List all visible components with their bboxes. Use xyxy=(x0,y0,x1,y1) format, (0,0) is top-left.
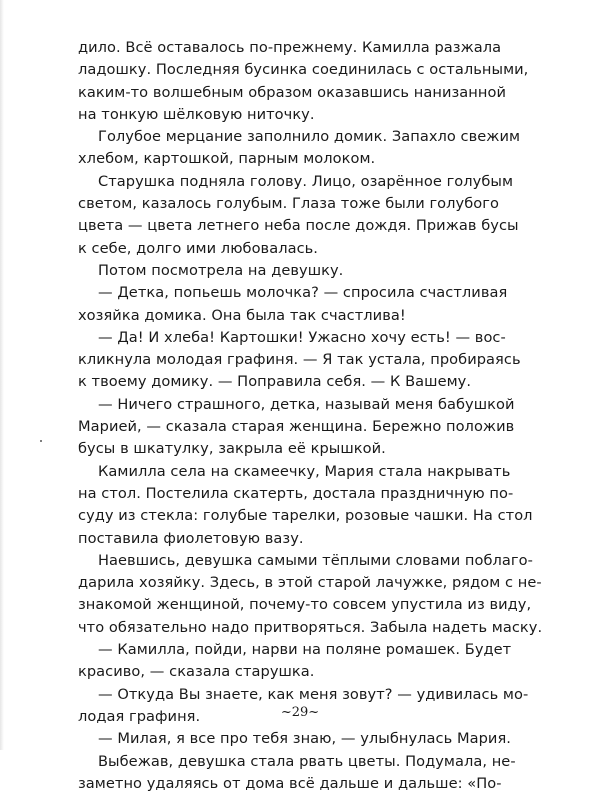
margin-speck xyxy=(40,440,42,442)
text-line: на тонкую шёлковую ниточку. xyxy=(78,105,315,123)
text-line: поставила фиолетовую вазу. xyxy=(78,529,304,547)
text-line: светом, казалось голубым. Глаза тоже были голубого xyxy=(78,195,499,213)
text-line: Старушка подняла голову. Лицо, озарённое голубым xyxy=(98,172,514,190)
text-line: хозяйка домика. Она была так счастлива! xyxy=(78,306,406,324)
text-line: к твоему домику. — Поправила себя. — К Вашему. xyxy=(78,373,472,391)
text-line: бусы в шкатулку, закрыла её крышкой. xyxy=(78,440,386,458)
text-line: к себе, долго ими любовалась. xyxy=(78,239,318,257)
text-line: лодая графиня. xyxy=(78,707,201,725)
text-line: что обязательно надо притворяться. Забыла надеть маску. xyxy=(78,618,543,636)
text-line: дило. Всё оставалось по-прежнему. Камилла разжала xyxy=(78,39,502,56)
text-line: ладошку. Последняя бусинка соединилась с остальными, xyxy=(78,61,529,79)
text-line: дарила хозяйку. Здесь, в этой старой лачужке, рядом с не- xyxy=(78,574,542,592)
page-edge-shadow xyxy=(0,0,4,750)
text-line: кликнула молодая графиня. — Я так устала, пробираясь xyxy=(78,351,521,369)
text-line: — Да! И хлеба! Картошки! Ужасно хочу есть! — вос- xyxy=(98,328,506,346)
text-line: знакомой женщиной, почему-то совсем упустила из виду, xyxy=(78,596,532,614)
text-line: каким-то волшебным образом оказавшись нанизанной xyxy=(78,83,506,101)
page-number: ~29~ xyxy=(280,705,320,720)
text-line: на стол. Постелила скатерть, достала праздничную по- xyxy=(78,484,514,502)
text-line: — Детка, попьешь молочка? — спросила счастливая xyxy=(98,284,508,302)
text-line: Камилла села на скамеечку, Мария стала накрывать xyxy=(98,462,511,480)
text-line: цвета — цвета летнего неба после дождя. Прижав бусы xyxy=(78,217,519,235)
text-line: — Камилла, пойди, нарви на поляне ромашек. Будет xyxy=(98,641,512,659)
text-line: Потом посмотрела на девушку. xyxy=(98,261,344,279)
text-block xyxy=(78,37,543,795)
text-line: Наевшись, девушка самыми тёплыми словами поблаго- xyxy=(98,551,533,569)
text-line: хлебом, картошкой, парным молоком. xyxy=(78,150,376,168)
text-line: Выбежав, девушка стала рвать цветы. Подумала, не- xyxy=(98,752,516,770)
text-line: Голубое мерцание заполнило домик. Запахло свежим xyxy=(98,128,521,146)
text-line: красиво, — сказала старушка. xyxy=(78,663,315,681)
text-line: — Ничего страшного, детка, называй меня бабушкой xyxy=(98,395,515,413)
text-line: — Милая, я все про тебя знаю, — улыбнулась Мария. xyxy=(98,730,511,748)
text-line: — Откуда Вы знаете, как меня зовут? — удивилась мо- xyxy=(98,685,529,703)
text-line: суду из стекла: голубые тарелки, розовые чашки. На стол xyxy=(78,507,533,525)
text-line: Марией, — сказала старая женщина. Бережно положив xyxy=(78,418,515,436)
text-line: заметно удаляясь от дома всё дальше и дальше: «По- xyxy=(78,774,502,792)
